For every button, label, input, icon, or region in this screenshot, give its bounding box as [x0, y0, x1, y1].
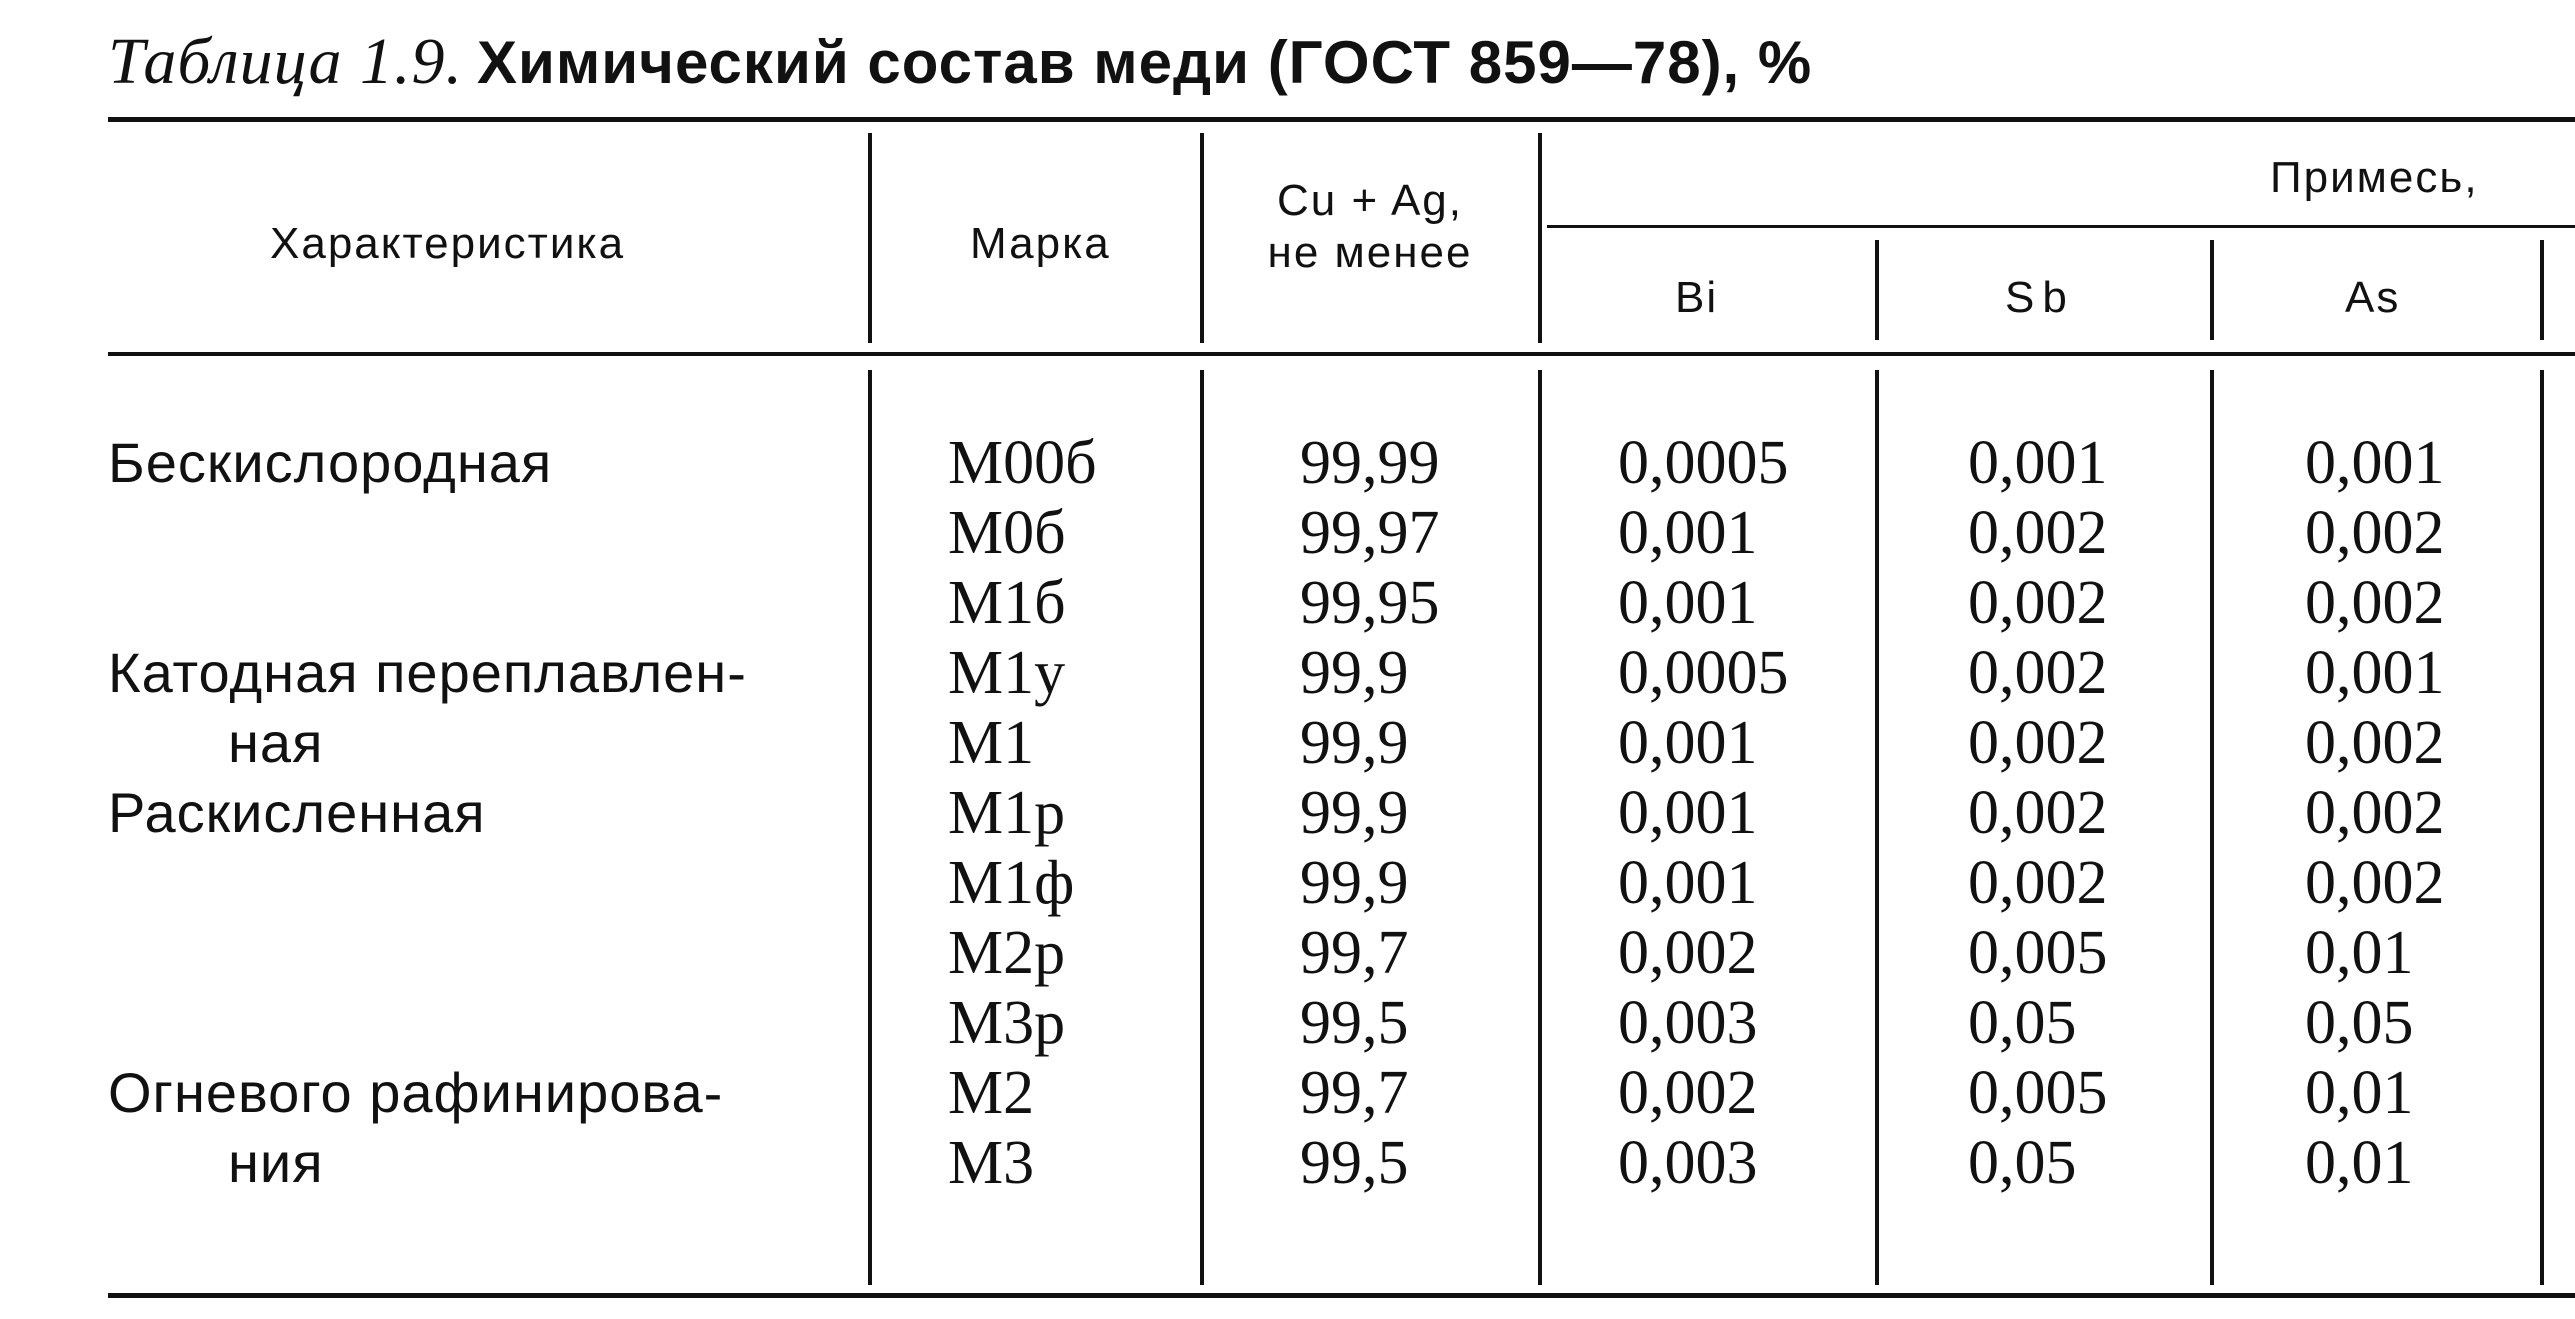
- cell-characteristic: Бескислородная: [108, 431, 553, 494]
- cell-as: 0,01: [2305, 1059, 2414, 1127]
- cell-sb: 0,005: [1968, 1059, 2108, 1127]
- cell-bi: 0,001: [1618, 779, 1758, 847]
- cell-bi: 0,001: [1618, 709, 1758, 777]
- table-row: [0, 848, 2575, 918]
- header-grade: Марка: [970, 219, 1111, 268]
- cell-characteristic: Раскисленная: [108, 781, 486, 844]
- cell-grade: М1: [948, 709, 1035, 777]
- cell-sb: 0,002: [1968, 499, 2108, 567]
- cell-cu-ag: 99,9: [1300, 849, 1409, 917]
- cell-bi: 0,003: [1618, 1129, 1758, 1197]
- header-cu-ag: [1205, 175, 1535, 279]
- cell-grade: М3р: [948, 989, 1066, 1057]
- column-divider: [1875, 240, 1879, 340]
- header-bi: Bi: [1675, 273, 1719, 322]
- column-divider: [1200, 133, 1204, 343]
- cell-bi: 0,001: [1618, 849, 1758, 917]
- cell-grade: М2р: [948, 919, 1066, 987]
- cell-sb: 0,001: [1968, 429, 2108, 497]
- header-impurity: Примесь,: [2270, 153, 2479, 202]
- cell-cu-ag: 99,7: [1300, 919, 1409, 987]
- cell-as: 0,002: [2305, 499, 2445, 567]
- header-as: As: [2345, 273, 2401, 322]
- table-row: [0, 918, 2575, 988]
- cell-as: 0,01: [2305, 919, 2414, 987]
- table-row: [0, 638, 2575, 708]
- cell-characteristic: ная: [228, 711, 324, 774]
- column-divider: [2540, 240, 2544, 340]
- column-divider: [2210, 240, 2214, 340]
- cell-grade: М1ф: [948, 849, 1075, 917]
- cell-sb: 0,05: [1968, 1129, 2077, 1197]
- cell-sb: 0,002: [1968, 779, 2108, 847]
- impurity-subheader-rule: [1547, 225, 2575, 228]
- cell-as: 0,002: [2305, 779, 2445, 847]
- table-row: [0, 498, 2575, 568]
- cell-as: 0,002: [2305, 849, 2445, 917]
- header-bottom-rule: [108, 352, 2575, 356]
- cell-bi: 0,003: [1618, 989, 1758, 1057]
- cell-as: 0,01: [2305, 1129, 2414, 1197]
- cell-grade: М2: [948, 1059, 1035, 1127]
- header-characteristic: Характеристика: [270, 219, 626, 268]
- header-cu-ag-line1: Cu + Ag,: [1276, 176, 1463, 225]
- cell-as: 0,002: [2305, 569, 2445, 637]
- cell-grade: М3: [948, 1129, 1035, 1197]
- cell-characteristic: Катодная переплавлен-: [108, 641, 747, 704]
- cell-sb: 0,002: [1968, 569, 2108, 637]
- cell-as: 0,001: [2305, 639, 2445, 707]
- table-row: [0, 778, 2575, 848]
- table-row: [0, 568, 2575, 638]
- table-row: [0, 428, 2575, 498]
- top-rule: [108, 117, 2575, 122]
- cell-bi: 0,001: [1618, 499, 1758, 567]
- cell-cu-ag: 99,7: [1300, 1059, 1409, 1127]
- table-caption: [108, 22, 1812, 103]
- cell-characteristic: Огневого рафинирова-: [108, 1061, 724, 1124]
- cell-as: 0,001: [2305, 429, 2445, 497]
- cell-as: 0,002: [2305, 709, 2445, 777]
- cell-sb: 0,002: [1968, 849, 2108, 917]
- column-divider: [1538, 133, 1542, 343]
- table-row: [0, 1058, 2575, 1128]
- cell-cu-ag: 99,5: [1300, 1129, 1409, 1197]
- cell-bi: 0,0005: [1618, 639, 1789, 707]
- cell-bi: 0,002: [1618, 1059, 1758, 1127]
- table-row: [0, 988, 2575, 1058]
- header-sb: Sb: [2005, 273, 2075, 322]
- cell-sb: 0,002: [1968, 709, 2108, 777]
- cell-cu-ag: 99,97: [1300, 499, 1440, 567]
- cell-cu-ag: 99,5: [1300, 989, 1409, 1057]
- header-cu-ag-line2: не менее: [1267, 228, 1473, 277]
- cell-as: 0,05: [2305, 989, 2414, 1057]
- cell-cu-ag: 99,9: [1300, 639, 1409, 707]
- cell-cu-ag: 99,95: [1300, 569, 1440, 637]
- cell-sb: 0,005: [1968, 919, 2108, 987]
- cell-grade: М1у: [948, 639, 1066, 707]
- cell-sb: 0,05: [1968, 989, 2077, 1057]
- table-body: [0, 428, 2575, 1198]
- cell-bi: 0,001: [1618, 569, 1758, 637]
- cell-bi: 0,002: [1618, 919, 1758, 987]
- cell-characteristic: ния: [228, 1131, 324, 1194]
- table-row: [0, 708, 2575, 778]
- table-title: Химический состав меди (ГОСТ 859—78), %: [476, 29, 1813, 96]
- cell-bi: 0,0005: [1618, 429, 1789, 497]
- cell-cu-ag: 99,9: [1300, 709, 1409, 777]
- cell-grade: М00б: [948, 429, 1097, 497]
- cell-cu-ag: 99,99: [1300, 429, 1440, 497]
- cell-grade: М0б: [948, 499, 1066, 567]
- bottom-rule: [108, 1293, 2575, 1298]
- cell-grade: М1б: [948, 569, 1066, 637]
- cell-grade: М1р: [948, 779, 1066, 847]
- cell-sb: 0,002: [1968, 639, 2108, 707]
- column-divider: [868, 133, 872, 343]
- table-number: Таблица 1.9.: [108, 25, 463, 98]
- cell-cu-ag: 99,9: [1300, 779, 1409, 847]
- table-row: [0, 1128, 2575, 1198]
